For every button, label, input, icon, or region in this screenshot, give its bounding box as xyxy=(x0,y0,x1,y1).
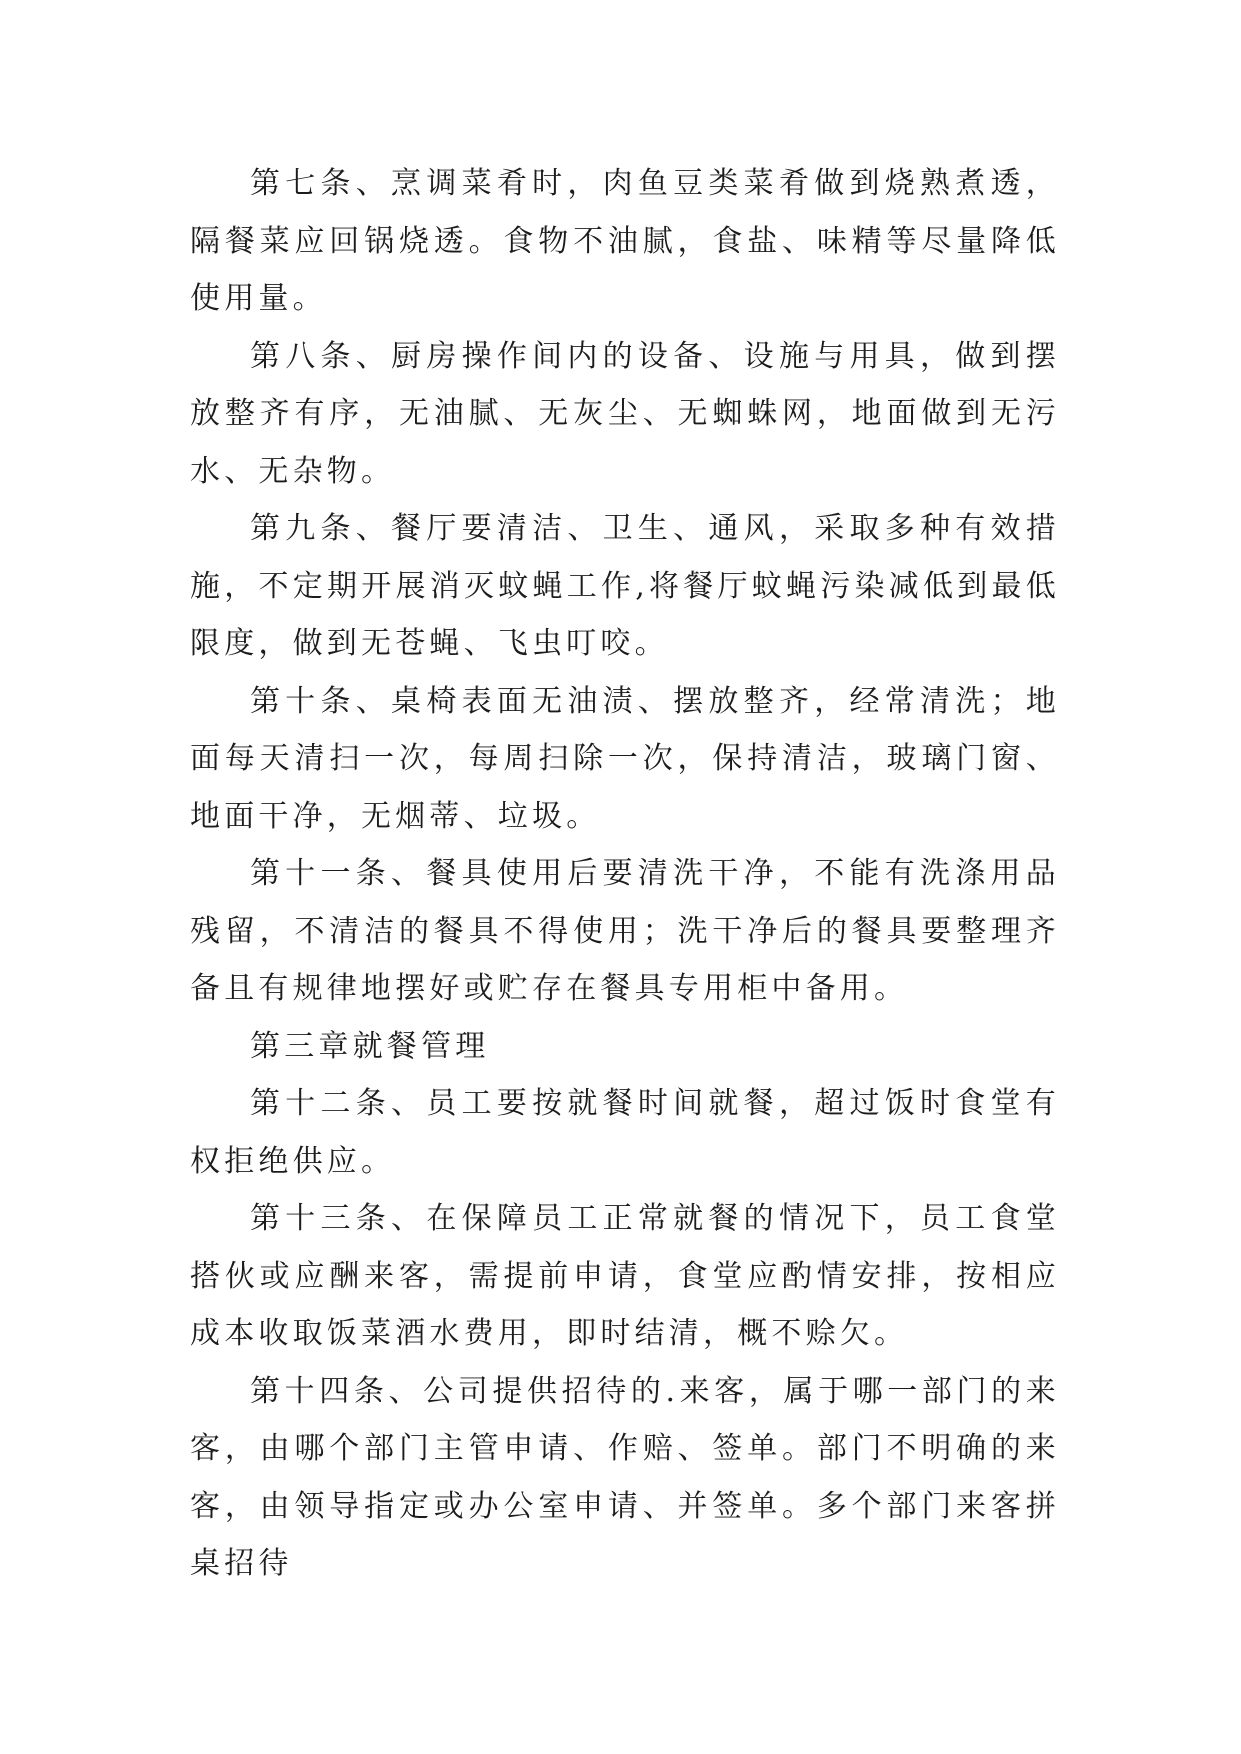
paragraph-article-14: 第十四条、公司提供招待的.来客，属于哪一部门的来客，由哪个部门主管申请、作赔、签单。部门不明确的来客，由领导指定或办公室申请、并签单。多个部门来客拼桌招待 xyxy=(190,1373,1060,1581)
document-body xyxy=(190,155,1060,1593)
paragraph-article-11: 第十一条、餐具使用后要清洗干净，不能有洗涤用品残留，不清洁的餐具不得使用；洗干净后的餐具要整理齐备且有规律地摆好或贮存在餐具专用柜中备用。 xyxy=(190,856,1060,1006)
paragraph-article-12: 第十二条、员工要按就餐时间就餐，超过饭时食堂有权拒绝供应。 xyxy=(190,1086,1060,1179)
paragraph-article-9: 第九条、餐厅要清洁、卫生、通风，采取多种有效措施，不定期开展消灭蚊蝇工作,将餐厅蚊蝇污染减低到最低限度，做到无苍蝇、飞虫叮咬。 xyxy=(190,511,1060,661)
paragraph-article-13: 第十三条、在保障员工正常就餐的情况下，员工食堂搭伙或应酬来客，需提前申请，食堂应酌情安排，按相应成本收取饭菜酒水费用，即时结清，概不赊欠。 xyxy=(190,1201,1060,1351)
chapter-heading: 第三章就餐管理 xyxy=(250,1028,490,1064)
paragraph-article-7: 第七条、烹调菜肴时，肉鱼豆类菜肴做到烧熟煮透，隔餐菜应回锅烧透。食物不油腻，食盐、味精等尽量降低使用量。 xyxy=(190,166,1060,316)
paragraph-article-8: 第八条、厨房操作间内的设备、设施与用具，做到摆放整齐有序，无油腻、无灰尘、无蜘蛛网，地面做到无污水、无杂物。 xyxy=(190,338,1060,489)
paragraph-article-10: 第十条、桌椅表面无油渍、摆放整齐，经常清洗；地面每天清扫一次，每周扫除一次，保持清洁，玻璃门窗、地面干净，无烟蒂、垃圾。 xyxy=(190,683,1060,834)
